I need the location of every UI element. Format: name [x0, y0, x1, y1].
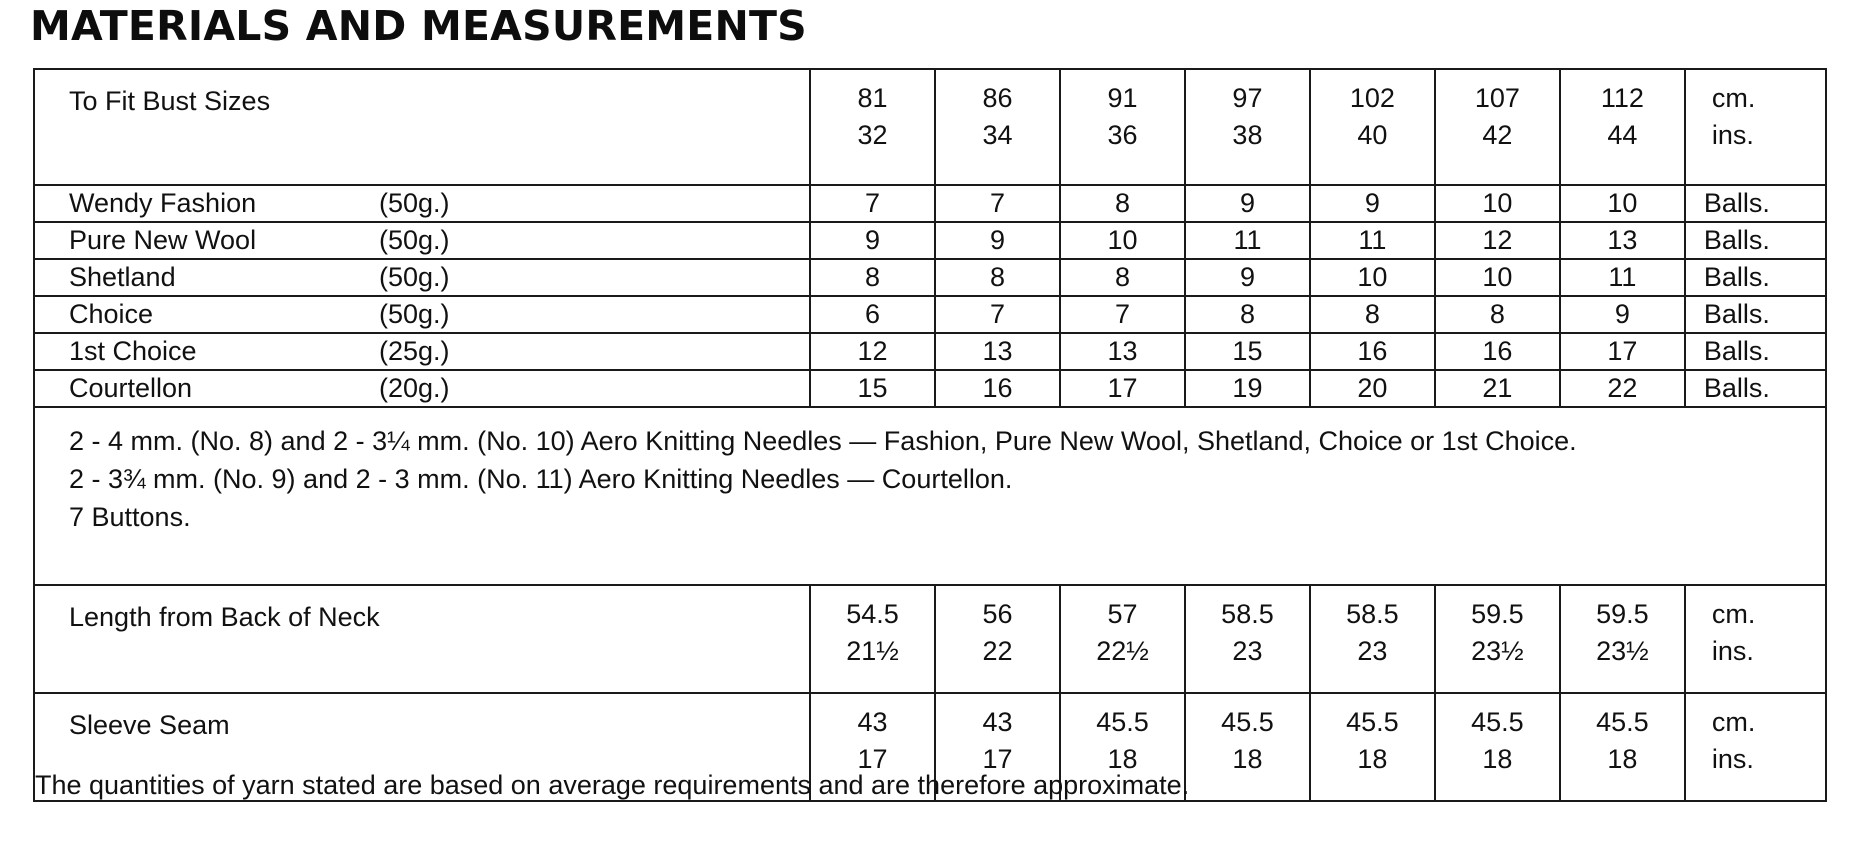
length-ins: 21½ [846, 636, 899, 666]
balls-cell: 20 [1310, 370, 1435, 407]
sleeve-cm: 45.5 [1596, 707, 1649, 737]
yarn-name: Shetland [69, 262, 176, 292]
yarn-row-shetland [34, 259, 1826, 296]
bust-ins: 36 [1107, 120, 1138, 150]
balls-cell: 9 [1310, 185, 1435, 222]
sleeve-cm: 45.5 [1471, 707, 1524, 737]
balls-cell: 13 [1560, 222, 1685, 259]
yarn-row-1st-choice [34, 333, 1826, 370]
balls-cell: 9 [810, 222, 935, 259]
bust-size-cell [935, 69, 1060, 185]
length-cell [810, 585, 935, 693]
balls-cell: 9 [1185, 185, 1310, 222]
balls-cell: 8 [935, 259, 1060, 296]
balls-cell: 11 [1560, 259, 1685, 296]
balls-cell: 9 [1560, 296, 1685, 333]
sleeve-ins: 17 [857, 744, 888, 774]
length-cm: 58.5 [1221, 599, 1274, 629]
sleeve-cm: 45.5 [1346, 707, 1399, 737]
buttons-line: 7 Buttons. [69, 502, 191, 532]
bust-cm: 91 [1107, 83, 1138, 113]
yarn-weight: (25g.) [379, 336, 450, 366]
balls-cell: 7 [935, 296, 1060, 333]
needles-row [34, 407, 1826, 585]
balls-unit: Balls. [1685, 333, 1826, 370]
balls-cell: 15 [810, 370, 935, 407]
length-cell [1310, 585, 1435, 693]
balls-cell: 8 [1060, 185, 1185, 222]
sleeve-ins: 17 [982, 744, 1013, 774]
unit-ins: ins. [1711, 636, 1754, 666]
bust-size-row [34, 69, 1826, 185]
length-ins: 22½ [1096, 636, 1149, 666]
needles-line: 2 - 3¾ mm. (No. 9) and 2 - 3 mm. (No. 11) Aero Knitting Needles — Courtellon. [69, 464, 1013, 494]
unit-cm: cm. [1711, 599, 1756, 629]
length-cell [935, 585, 1060, 693]
sleeve-ins: 18 [1607, 744, 1638, 774]
yarn-label [34, 185, 810, 222]
unit-ins: ins. [1711, 744, 1754, 774]
sleeve-cm: 43 [982, 707, 1013, 737]
balls-cell: 10 [1560, 185, 1685, 222]
length-cell [1060, 585, 1185, 693]
balls-cell: 16 [1310, 333, 1435, 370]
yarn-row-choice [34, 296, 1826, 333]
bust-size-cell [1185, 69, 1310, 185]
bust-cm: 107 [1474, 83, 1520, 113]
bust-ins: 38 [1232, 120, 1263, 150]
balls-cell: 13 [935, 333, 1060, 370]
yarn-weight: (20g.) [379, 373, 450, 403]
length-ins: 23 [1357, 636, 1388, 666]
yarn-weight: (50g.) [379, 225, 450, 255]
sleeve-ins: 18 [1357, 744, 1388, 774]
balls-unit: Balls. [1685, 222, 1826, 259]
yarn-row-courtellon [34, 370, 1826, 407]
length-row [34, 585, 1826, 693]
yarn-label [34, 333, 810, 370]
balls-cell: 17 [1060, 370, 1185, 407]
yarn-name: Choice [69, 299, 154, 329]
balls-cell: 6 [810, 296, 935, 333]
length-cm: 57 [1107, 599, 1138, 629]
balls-cell: 9 [1185, 259, 1310, 296]
yarn-name: Wendy Fashion [69, 188, 257, 218]
bust-unit-cell [1685, 69, 1826, 185]
bust-cm: 97 [1232, 83, 1263, 113]
sleeve-cm: 45.5 [1096, 707, 1149, 737]
yarn-weight: (50g.) [379, 188, 450, 218]
sleeve-unit-cell [1685, 693, 1826, 801]
balls-cell: 11 [1310, 222, 1435, 259]
bust-size-cell [1560, 69, 1685, 185]
balls-cell: 8 [1060, 259, 1185, 296]
bust-size-cell [1435, 69, 1560, 185]
balls-unit: Balls. [1685, 370, 1826, 407]
bust-size-cell [1310, 69, 1435, 185]
balls-cell: 11 [1185, 222, 1310, 259]
bust-cm: 102 [1349, 83, 1395, 113]
bust-cm: 112 [1600, 83, 1644, 113]
length-cm: 59.5 [1471, 599, 1524, 629]
needles-cell [34, 407, 1826, 585]
needles-line: 2 - 4 mm. (No. 8) and 2 - 3¼ mm. (No. 10) Aero Knitting Needles — Fashion, Pure New Wool, Shetland, Choice or 1st Choice. [69, 426, 1577, 456]
yarn-row-wendy-fashion [34, 185, 1826, 222]
balls-cell: 8 [1435, 296, 1560, 333]
bust-ins: 44 [1607, 120, 1638, 150]
length-cm: 56 [982, 599, 1013, 629]
length-cm: 59.5 [1596, 599, 1649, 629]
sleeve-ins: 18 [1107, 744, 1138, 774]
balls-cell: 16 [935, 370, 1060, 407]
sleeve-cell [1560, 693, 1685, 801]
bust-cm: 81 [857, 83, 888, 113]
yarn-name: 1st Choice [69, 336, 197, 366]
balls-cell: 9 [935, 222, 1060, 259]
balls-cell: 10 [1435, 185, 1560, 222]
bust-cm: 86 [982, 83, 1013, 113]
sleeve-ins: 18 [1232, 744, 1263, 774]
balls-cell: 7 [935, 185, 1060, 222]
sleeve-cell [1185, 693, 1310, 801]
yarn-label [34, 370, 810, 407]
balls-cell: 15 [1185, 333, 1310, 370]
balls-cell: 19 [1185, 370, 1310, 407]
sleeve-label: Sleeve Seam [34, 693, 810, 801]
balls-cell: 21 [1435, 370, 1560, 407]
length-cm: 54.5 [846, 599, 899, 629]
balls-unit: Balls. [1685, 296, 1826, 333]
bust-size-cell [810, 69, 935, 185]
yarn-row-pure-new-wool [34, 222, 1826, 259]
bust-size-cell [1060, 69, 1185, 185]
balls-cell: 10 [1310, 259, 1435, 296]
balls-unit: Balls. [1685, 185, 1826, 222]
balls-cell: 10 [1060, 222, 1185, 259]
balls-cell: 13 [1060, 333, 1185, 370]
balls-cell: 8 [1310, 296, 1435, 333]
balls-cell: 22 [1560, 370, 1685, 407]
balls-cell: 7 [810, 185, 935, 222]
unit-ins: ins. [1711, 120, 1754, 150]
yarn-weight: (50g.) [379, 299, 450, 329]
sleeve-cm: 43 [857, 707, 888, 737]
yarn-label [34, 259, 810, 296]
yarn-weight: (50g.) [379, 262, 450, 292]
materials-table [33, 68, 1827, 802]
balls-cell: 17 [1560, 333, 1685, 370]
length-cell [1560, 585, 1685, 693]
yarn-label [34, 222, 810, 259]
sleeve-cell [1435, 693, 1560, 801]
bust-ins: 40 [1357, 120, 1388, 150]
balls-cell: 7 [1060, 296, 1185, 333]
length-ins: 23½ [1471, 636, 1524, 666]
length-cell [1435, 585, 1560, 693]
length-unit-cell [1685, 585, 1826, 693]
length-cell [1185, 585, 1310, 693]
length-ins: 23 [1232, 636, 1263, 666]
balls-cell: 12 [810, 333, 935, 370]
length-label: Length from Back of Neck [34, 585, 810, 693]
bust-size-label: To Fit Bust Sizes [34, 69, 810, 185]
balls-unit: Balls. [1685, 259, 1826, 296]
balls-cell: 10 [1435, 259, 1560, 296]
length-ins: 23½ [1596, 636, 1649, 666]
balls-cell: 16 [1435, 333, 1560, 370]
balls-cell: 8 [1185, 296, 1310, 333]
yarn-name: Pure New Wool [69, 225, 257, 255]
yarn-name: Courtellon [69, 373, 193, 403]
bust-ins: 32 [857, 120, 888, 150]
sleeve-cell [1310, 693, 1435, 801]
balls-cell: 8 [810, 259, 935, 296]
bust-ins: 42 [1482, 120, 1513, 150]
unit-cm: cm. [1711, 83, 1756, 113]
footnote: The quantities of yarn stated are based on average requirements and are therefore approximate. [35, 770, 1190, 800]
page-title: MATERIALS AND MEASUREMENTS [30, 2, 807, 50]
length-ins: 22 [982, 636, 1013, 666]
unit-cm: cm. [1711, 707, 1756, 737]
yarn-label [34, 296, 810, 333]
bust-ins: 34 [982, 120, 1013, 150]
sleeve-cm: 45.5 [1221, 707, 1274, 737]
sleeve-ins: 18 [1482, 744, 1513, 774]
length-cm: 58.5 [1346, 599, 1399, 629]
balls-cell: 12 [1435, 222, 1560, 259]
